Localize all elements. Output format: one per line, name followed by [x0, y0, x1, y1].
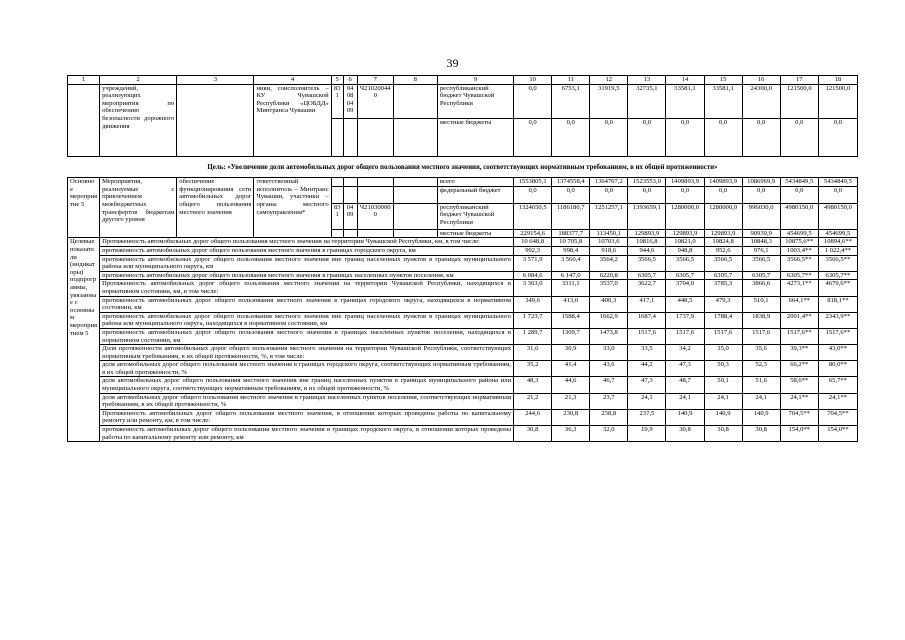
table-cell: 0,0: [818, 118, 857, 156]
table-cell: 0,0: [628, 186, 666, 203]
col-header: 11: [552, 76, 590, 85]
table-cell: 140,9: [704, 409, 742, 425]
table-cell: 1517,6**: [780, 328, 818, 344]
indicator-row: [68, 409, 858, 425]
table-cell: 35,0: [704, 345, 742, 361]
table-cell: 6753,1: [552, 84, 590, 118]
indicator-text: протяженность автомобильных дорог общего пользования местного значения в границах населенных пунктов поселения, находящихся в нормативном состоянии, км: [100, 328, 514, 344]
table-cell: 3704,0: [666, 280, 704, 296]
goal-row: [68, 156, 858, 178]
target-article-code: Ч210300000: [357, 203, 393, 229]
col-header: 2: [100, 76, 177, 85]
table-cell: 1409893,9: [666, 178, 704, 187]
table-cell: 21,2: [514, 393, 552, 409]
table-cell: 1662,9: [590, 312, 628, 328]
table-cell: 33581,1: [666, 84, 704, 118]
indicator-row: [68, 361, 858, 377]
table-cell: 1309,7: [552, 328, 590, 344]
table-cell: 10 648,8: [514, 238, 552, 247]
table-cell: 704,5**: [818, 409, 857, 425]
table-cell: 3866,6: [742, 280, 780, 296]
table-cell: 237,5: [628, 409, 666, 425]
col-header: 1: [68, 76, 100, 85]
table-cell: 47,3: [628, 377, 666, 393]
table-cell: 33581,1: [704, 84, 742, 118]
table-cell: 24300,0: [742, 84, 780, 118]
table-cell: 0,0: [590, 118, 628, 156]
table-cell: 3566,5**: [780, 255, 818, 271]
table-cell: 129893,9: [628, 229, 666, 238]
table-cell: 30,8: [742, 426, 780, 442]
table-cell: 1280000,0: [666, 203, 704, 229]
col-header: 3: [177, 76, 254, 85]
col-header: 10: [514, 76, 552, 85]
table-cell: 10848,3: [742, 238, 780, 247]
table-cell: 2091,4**: [780, 312, 818, 328]
indicator-text: доля автомобильных дорог общего пользования местного значения вне границ населенных пунктов в границах муниципального района или муниципального округа, соответствующих нормативным требованиям, в их общей протяженности, %: [100, 377, 514, 393]
table-cell: 188377,7: [552, 229, 590, 238]
funding-source: республиканский бюджет Чувашской Республики: [437, 84, 513, 118]
section-code: 0409: [343, 203, 357, 229]
table-cell: 448,5: [666, 296, 704, 312]
table-cell: 918,6: [590, 246, 628, 255]
table-cell: 664,1**: [780, 296, 818, 312]
table-cell: 66,2**: [780, 361, 818, 377]
table-cell: 1374558,4: [552, 178, 590, 187]
table-cell: 0,0: [552, 186, 590, 203]
table-cell: 35,6: [742, 345, 780, 361]
measure-purpose: обеспечение функционирования сети автомобильных дорог общего пользования местного значения: [177, 178, 254, 238]
table-cell: 44,2: [628, 361, 666, 377]
table-cell: 50,1: [704, 377, 742, 393]
table-cell: 230,8: [552, 409, 590, 425]
section-code: 0408 0409: [343, 84, 357, 118]
table-cell: 1473,8: [590, 328, 628, 344]
funding-source: республиканский бюджет Чувашской Республики: [437, 203, 513, 229]
table-cell: 996030,0: [742, 203, 780, 229]
table-cell: 413,0: [552, 296, 590, 312]
table-cell: 0,0: [666, 186, 704, 203]
table-cell: 44,6: [552, 377, 590, 393]
table-cell: 0,0: [514, 84, 552, 118]
table-cell: 479,3: [704, 296, 742, 312]
table-cell: 6305,7: [666, 271, 704, 280]
table-cell: 1838,9: [742, 312, 780, 328]
col-header: 18: [818, 76, 857, 85]
table-cell: 0,0: [704, 118, 742, 156]
table-cell: 417,1: [628, 296, 666, 312]
table-cell: 47,3: [666, 361, 704, 377]
table-cell: 43,6: [590, 361, 628, 377]
indicator-text: Доля протяженности автомобильных дорог общего пользования местного значения на территории Чувашской Республики, соответствующих нормативным требованиям, в их общей протяженности, %, в том числе:: [100, 345, 514, 361]
table-cell: 3311,1: [552, 280, 590, 296]
table-cell: 1003,4**: [780, 246, 818, 255]
table-cell: 1517,6: [666, 328, 704, 344]
table-cell: 1517,6: [742, 328, 780, 344]
measure-description: учреждений, реализующих мероприятия по обеспечению безопасности дорожного движения: [100, 84, 177, 156]
table-cell: 1788,4: [704, 312, 742, 328]
indicator-row: [68, 255, 858, 271]
col-header: 9: [437, 76, 513, 85]
indicator-text: протяженность автомобильных дорог общего пользования местного значения в границах городского округа, находящихся в нормативном состоянии, км: [100, 296, 514, 312]
table-cell: 10894,6**: [818, 238, 857, 247]
table-cell: 0,0: [552, 118, 590, 156]
table-cell: 10821,0: [666, 238, 704, 247]
page-number: 39: [446, 56, 459, 70]
table-cell: 0,0: [590, 186, 628, 203]
indicators-label: Целевые показатели (индикаторы) подпрограммы, увязанные с основным мероприятием 5: [68, 238, 100, 442]
table-cell: 140,9: [666, 409, 704, 425]
table-cell: 1 022,4**: [818, 246, 857, 255]
table-cell: 24,1: [704, 393, 742, 409]
table-cell: 1517,6**: [818, 328, 857, 344]
table-cell: 3566,5: [666, 255, 704, 271]
table-cell: 944,6: [628, 246, 666, 255]
table-cell: 31,6: [514, 345, 552, 361]
table-cell: 3537,0: [590, 280, 628, 296]
table-cell: 48,3: [514, 377, 552, 393]
indicator-row: [68, 296, 858, 312]
table-cell: 0,0: [666, 118, 704, 156]
table-cell: 30,8: [666, 426, 704, 442]
table-cell: 6220,8: [590, 271, 628, 280]
measure-description: Мероприятия, реализуемые с привлечением межбюджетных трансфертов бюджетам другого уровня: [100, 178, 177, 238]
table-row: [68, 178, 858, 187]
table-cell: 454699,5: [818, 229, 857, 238]
table-cell: 238,8: [590, 409, 628, 425]
table-cell: 65,7**: [818, 377, 857, 393]
table-cell: 0,0: [780, 118, 818, 156]
target-article-code: Ч210200440: [357, 84, 393, 118]
table-cell: 0,0: [514, 186, 552, 203]
table-cell: 50,3: [704, 361, 742, 377]
table-cell: 5434849,5: [780, 178, 818, 187]
table-cell: 23,7: [590, 393, 628, 409]
table-cell: 1 289,7: [514, 328, 552, 344]
table-cell: 6305,7: [704, 271, 742, 280]
funding-source: федеральный бюджет: [437, 186, 513, 203]
table-cell: 19,9: [628, 426, 666, 442]
indicator-text: протяженность автомобильных дорог общего пользования местного значения в границах городского округа, в отношении которых проведены работы по капитальному ремонту или ремонту, км: [100, 426, 514, 442]
table-cell: 3 560,4: [552, 255, 590, 271]
table-cell: 121500,0: [780, 84, 818, 118]
table-cell: 36,3: [552, 426, 590, 442]
program-table: [67, 75, 858, 442]
indicator-text: протяженность автомобильных дорог общего пользования местного значения в границах городского округа, км: [100, 246, 514, 255]
indicator-row: [68, 328, 858, 344]
table-cell: 3622,7: [628, 280, 666, 296]
table-cell: 1393659,1: [628, 203, 666, 229]
indicator-text: протяженность автомобильных дорог общего пользования местного значения в границах населенных пунктов поселения, км: [100, 271, 514, 280]
indicator-row: [68, 238, 858, 247]
table-cell: 3 571,9: [514, 255, 552, 271]
table-cell: 1687,4: [628, 312, 666, 328]
table-cell: 6 084,6: [514, 271, 552, 280]
table-cell: 154,0**: [818, 426, 857, 442]
table-cell: 33,0: [590, 345, 628, 361]
col-header: 5: [331, 76, 343, 85]
table-cell: 140,9: [742, 409, 780, 425]
table-cell: 6 147,0: [552, 271, 590, 280]
table-cell: 48,7: [666, 377, 704, 393]
table-cell: 704,5**: [780, 409, 818, 425]
table-cell: 41,4: [552, 361, 590, 377]
table-cell: 10703,6: [590, 238, 628, 247]
funding-source: местные бюджеты: [437, 229, 513, 238]
table-cell: 6305,7: [628, 271, 666, 280]
table-cell: 244,6: [514, 409, 552, 425]
col-header: 7: [357, 76, 393, 85]
table-cell: 0,0: [742, 118, 780, 156]
table-cell: 818,1**: [818, 296, 857, 312]
table-cell: 21,3: [552, 393, 590, 409]
table-cell: 1280000,0: [704, 203, 742, 229]
table-cell: 5434849,5: [818, 178, 857, 187]
table-cell: 1086969,9: [742, 178, 780, 187]
indicator-text: Протяженность автомобильных дорог общего пользования местного значения на территории Чувашской Республики, находящихся в нормативном состоянии, км, в том числе:: [100, 280, 514, 296]
table-cell: 948,8: [666, 246, 704, 255]
table-cell: 32735,1: [628, 84, 666, 118]
table-cell: 1517,6: [704, 328, 742, 344]
table-cell: 1737,9: [666, 312, 704, 328]
table-cell: 3566,5: [742, 255, 780, 271]
col-header: 4: [254, 76, 331, 85]
table-cell: 229154,6: [514, 229, 552, 238]
table-cell: 10875,6**: [780, 238, 818, 247]
table-cell: 1186180,7: [552, 203, 590, 229]
table-cell: 4980150,0: [818, 203, 857, 229]
table-cell: 90939,9: [742, 229, 780, 238]
table-cell: 454699,5: [780, 229, 818, 238]
indicator-row: [68, 393, 858, 409]
col-header: 14: [666, 76, 704, 85]
table-cell: 30,8: [704, 426, 742, 442]
table-cell: 0,0: [742, 186, 780, 203]
table-cell: 58,6**: [780, 377, 818, 393]
table-cell: 1517,6: [628, 328, 666, 344]
indicator-text: доля автомобильных дорог общего пользования местного значения в границах городского округа, соответствующих нормативным требованиям, в их общей протяженности, %: [100, 361, 514, 377]
table-cell: 3566,5: [704, 255, 742, 271]
table-cell: 10 705,8: [552, 238, 590, 247]
table-cell: 0,0: [514, 118, 552, 156]
indicator-row: [68, 280, 858, 296]
table-cell: 24,1: [742, 393, 780, 409]
table-cell: 2343,9**: [818, 312, 857, 328]
table-cell: 129893,9: [666, 229, 704, 238]
table-cell: 4679,6**: [818, 280, 857, 296]
table-cell: 0,0: [818, 186, 857, 203]
indicator-row: [68, 312, 858, 328]
table-cell: 4980150,0: [780, 203, 818, 229]
table-cell: 1 723,7: [514, 312, 552, 328]
table-cell: 1409893,9: [704, 178, 742, 187]
table-cell: 3566,5**: [818, 255, 857, 271]
indicator-text: протяженность автомобильных дорог общего пользования местного значения вне границ населенных пунктов в границах муниципального района или муниципального округа, км: [100, 255, 514, 271]
table-cell: 1251257,1: [590, 203, 628, 229]
table-cell: 510,1: [742, 296, 780, 312]
table-cell: 43,0**: [818, 345, 857, 361]
table-cell: 349,6: [514, 296, 552, 312]
table-cell: 34,2: [666, 345, 704, 361]
col-header: 17: [780, 76, 818, 85]
table-cell: 113450,1: [590, 229, 628, 238]
executor-cell: ники, соисполнитель – КУ Чувашской Республики «ЦОБДД» Минтранса Чувашии: [254, 84, 331, 156]
table-cell: 30,9: [552, 345, 590, 361]
indicator-text: доля автомобильных дорог общего пользования местного значения в границах населенных пунктов поселения, соответствующих нормативным требованиям, в их общей протяженности, %: [100, 393, 514, 409]
table-cell: 992,3: [514, 246, 552, 255]
table-cell: 51,6: [742, 377, 780, 393]
table-cell: 6305,7: [742, 271, 780, 280]
table-cell: 52,3: [742, 361, 780, 377]
table-cell: 1553805,1: [514, 178, 552, 187]
header-row: [68, 76, 858, 85]
table-cell: 39,3**: [780, 345, 818, 361]
table-cell: 976,1: [742, 246, 780, 255]
indicator-row: [68, 377, 858, 393]
table-cell: 30,8: [514, 426, 552, 442]
funding-source: всего: [437, 178, 513, 187]
table-cell: 24,1**: [780, 393, 818, 409]
table-cell: 33,5: [628, 345, 666, 361]
table-cell: 0,0: [704, 186, 742, 203]
grbs-code: 831: [331, 203, 343, 229]
measure-title: Основное мероприятие 5: [68, 178, 100, 238]
table-cell: 10816,8: [628, 238, 666, 247]
table-cell: 400,3: [590, 296, 628, 312]
table-cell: 46,7: [590, 377, 628, 393]
indicator-row: [68, 246, 858, 255]
indicator-text: Протяженность автомобильных дорог общего пользования местного значения, в отношении которых проведены работы по капитальному ремонту или ремонту, км, в том числе:: [100, 409, 514, 425]
indicator-text: Протяженность автомобильных дорог общего пользования местного значения на территории Чувашской Республики, км, в том числе:: [100, 238, 514, 247]
table-cell: 1588,4: [552, 312, 590, 328]
table-cell: 10824,8: [704, 238, 742, 247]
table-cell: 952,6: [704, 246, 742, 255]
col-header: 13: [628, 76, 666, 85]
table-cell: 35,2: [514, 361, 552, 377]
table-cell: 4273,1**: [780, 280, 818, 296]
col-header: 8: [393, 76, 437, 85]
table-cell: 24,1: [666, 393, 704, 409]
funding-source: местные бюджеты: [437, 118, 513, 156]
col-header: 6: [343, 76, 357, 85]
table-cell: 1364707,2: [590, 178, 628, 187]
table-cell: 1523553,0: [628, 178, 666, 187]
table-cell: 80,0**: [818, 361, 857, 377]
table-cell: 3785,3: [704, 280, 742, 296]
col-header: 15: [704, 76, 742, 85]
table-cell: 31919,5: [590, 84, 628, 118]
goal-heading: Цель: «Увеличение доли автомобильных дорог общего пользования местного значения, соответствующих нормативным требованиям, в их общей протяженности»: [207, 163, 718, 171]
col-header: 12: [590, 76, 628, 85]
table-cell: 6305,7**: [780, 271, 818, 280]
table-cell: 24,1: [628, 393, 666, 409]
table-cell: 998,4: [552, 246, 590, 255]
indicator-text: протяженность автомобильных дорог общего пользования местного значения вне границ населенных пунктов в границах муниципального района или муниципального округа, находящихся в нормативном состоянии, км: [100, 312, 514, 328]
col-header: 16: [742, 76, 780, 85]
table-cell: 6305,7**: [818, 271, 857, 280]
indicator-row: [68, 271, 858, 280]
executor-cell: ответственный исполнитель – Минтранс Чувашии, участники – органы местного самоуправления*: [254, 178, 331, 238]
table-cell: 129893,9: [704, 229, 742, 238]
table-cell: 3566,5: [628, 255, 666, 271]
indicator-row: [68, 426, 858, 442]
table-cell: 32,0: [590, 426, 628, 442]
table-cell: 1324650,5: [514, 203, 552, 229]
table-cell: 3 363,0: [514, 280, 552, 296]
table-cell: 121500,0: [818, 84, 857, 118]
indicator-row: [68, 345, 858, 361]
table-cell: 0,0: [628, 118, 666, 156]
table-row: [68, 84, 858, 118]
table-cell: 154,0**: [780, 426, 818, 442]
table-cell: 24,1**: [818, 393, 857, 409]
table-cell: 0,0: [780, 186, 818, 203]
grbs-code: 831: [331, 84, 343, 118]
table-cell: 3564,2: [590, 255, 628, 271]
